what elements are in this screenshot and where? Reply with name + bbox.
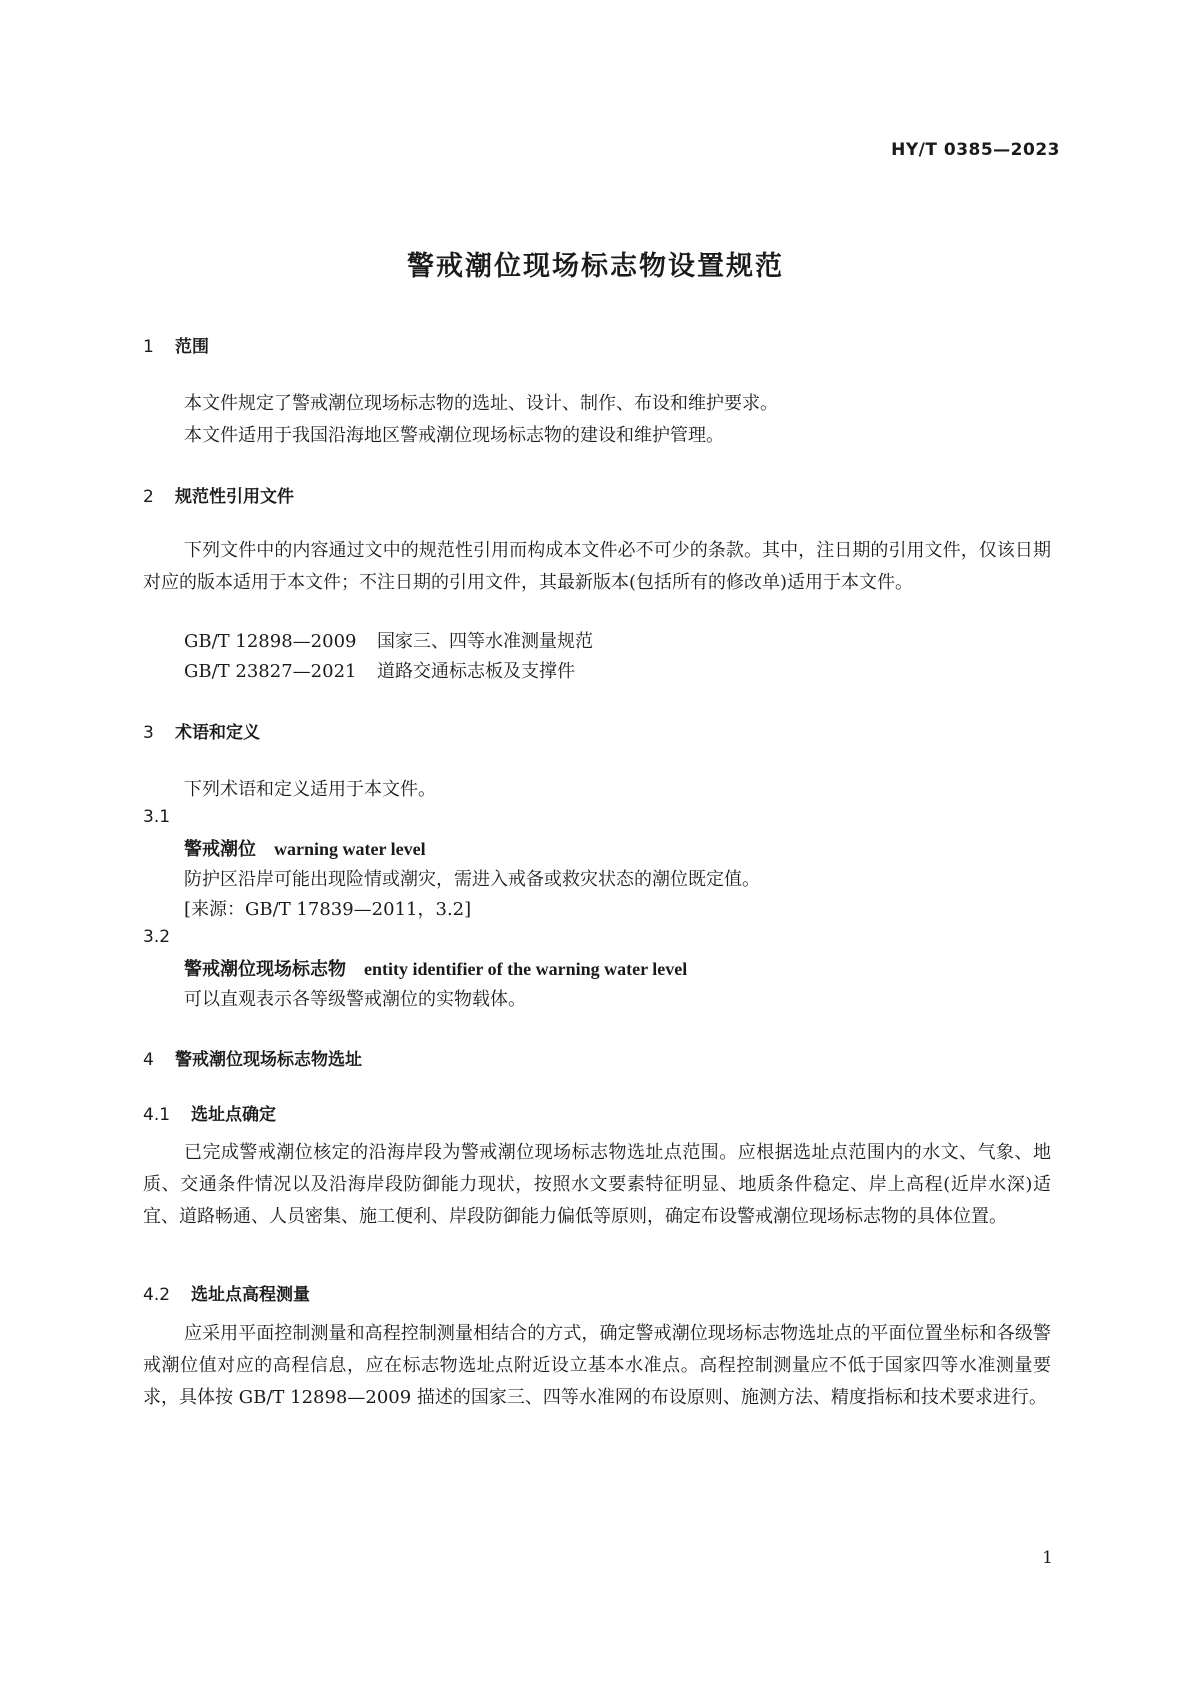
- document-title: 警戒潮位现场标志物设置规范: [407, 251, 784, 282]
- term-heading: [184, 835, 426, 861]
- section-number: 4: [143, 1050, 154, 1070]
- subsection-title: 选址点确定: [191, 1105, 276, 1125]
- page-number: 1: [1042, 1548, 1053, 1568]
- subsection-title: 选址点高程测量: [191, 1285, 310, 1305]
- section-1-paragraph-2: 本文件适用于我国沿海地区警戒潮位现场标志物的建设和维护管理。: [184, 425, 724, 446]
- section-3-intro: 下列术语和定义适用于本文件。: [184, 779, 436, 800]
- term-english: entity identifier of the warning water level: [364, 959, 688, 979]
- section-number: 3: [143, 723, 154, 743]
- term-number: 3.2: [143, 927, 171, 947]
- subsection-number: 4.1: [143, 1105, 171, 1125]
- term-definition: 防护区沿岸可能出现险情或潮灾，需进入戒备或救灾状态的潮位既定值。: [184, 869, 760, 890]
- section-title: 警戒潮位现场标志物选址: [175, 1050, 362, 1070]
- reference-item: [184, 657, 575, 683]
- term-english: warning water level: [274, 839, 426, 859]
- subsection-4-2-heading: [143, 1280, 310, 1305]
- section-title: 范围: [175, 337, 209, 357]
- term-source: [来源：GB/T 17839—2011，3.2]: [184, 899, 472, 920]
- section-1-heading: [143, 332, 209, 357]
- reference-code: GB/T 23827—2021: [184, 661, 357, 682]
- section-1-paragraph-1: 本文件规定了警戒潮位现场标志物的选址、设计、制作、布设和维护要求。: [184, 393, 778, 414]
- section-number: 1: [143, 337, 154, 357]
- reference-name: 道路交通标志板及支撑件: [377, 661, 575, 682]
- section-title: 术语和定义: [175, 723, 260, 743]
- section-3-heading: [143, 718, 260, 743]
- term-number: 3.1: [143, 807, 171, 827]
- section-2-heading: [143, 482, 294, 507]
- subsection-4-2-paragraph: 应采用平面控制测量和高程控制测量相结合的方式，确定警戒潮位现场标志物选址点的平面位置坐标和各级警戒潮位值对应的高程信息，应在标志物选址点附近设立基本水准点。高程控制测量应不低于国家四等水准测量要求，具体按 GB/T 12898—2009 描述的国家三、四等水准网的布设原则、施测方法、精度指标和技术要求进行。: [143, 1323, 1051, 1408]
- standard-code: HY/T 0385—2023: [891, 140, 1060, 160]
- section-title: 规范性引用文件: [175, 487, 294, 507]
- section-2-paragraph: 下列文件中的内容通过文中的规范性引用而构成本文件必不可少的条款。其中，注日期的引用文件，仅该日期对应的版本适用于本文件；不注日期的引用文件，其最新版本(包括所有的修改单)适用于本文件。: [143, 540, 1051, 593]
- term-heading: [184, 955, 687, 981]
- term-chinese: 警戒潮位: [184, 839, 256, 860]
- section-4-heading: [143, 1045, 362, 1070]
- reference-name: 国家三、四等水准测量规范: [377, 631, 593, 652]
- section-number: 2: [143, 487, 154, 507]
- subsection-4-1-heading: [143, 1100, 276, 1125]
- reference-code: GB/T 12898—2009: [184, 631, 357, 652]
- subsection-number: 4.2: [143, 1285, 171, 1305]
- subsection-4-1-paragraph: 已完成警戒潮位核定的沿海岸段为警戒潮位现场标志物选址点范围。应根据选址点范围内的水文、气象、地质、交通条件情况以及沿海岸段防御能力现状，按照水文要素特征明显、地质条件稳定、岸上高程(近岸水深)适宜、道路畅通、人员密集、施工便利、岸段防御能力偏低等原则，确定布设警戒潮位现场标志物的具体位置。: [143, 1142, 1051, 1227]
- term-definition: 可以直观表示各等级警戒潮位的实物载体。: [184, 989, 526, 1010]
- reference-item: [184, 627, 593, 653]
- term-chinese: 警戒潮位现场标志物: [184, 959, 346, 980]
